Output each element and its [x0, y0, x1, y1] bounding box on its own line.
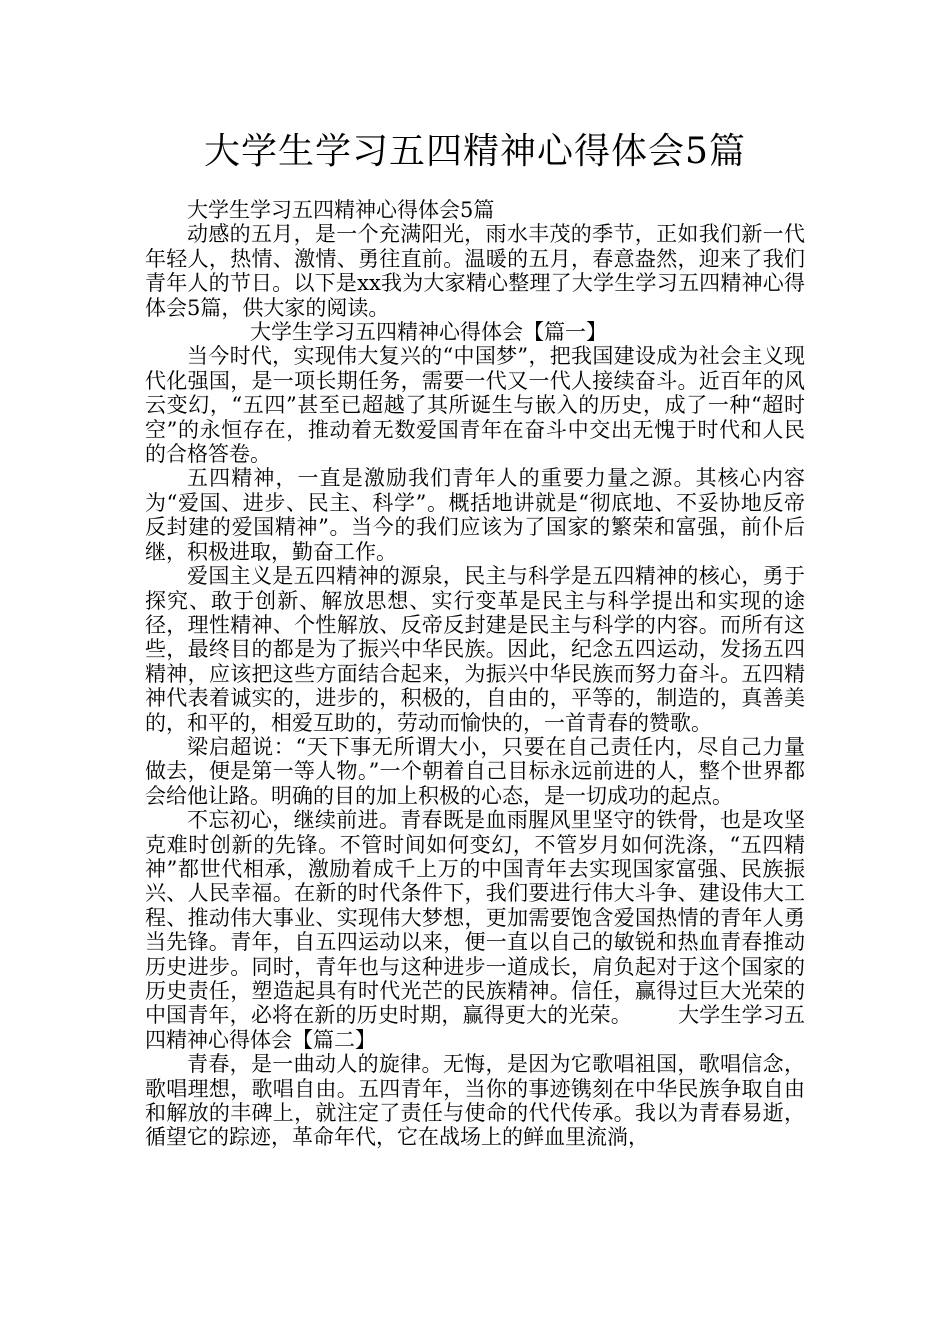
- paragraph-with-heading: [145, 808, 805, 1052]
- paragraph-text: 不忘初心，继续前进。青春既是血雨腥风里坚守的铁骨，也是攻坚克难时创新的先锋。不管时间如何变幻，不管岁月如何洗涤，“五四精神”都世代相承，激励着成千上万的中国青年去实现国家富强、民族振兴、人民幸福。在新的时代条件下，我们要进行伟大斗争、建设伟大工程、推动伟大事业、实现伟大梦想，更加需要饱含爱国热情的青年人勇当先锋。青年，自五四运动以来，便一直以自己的敏锐和热血青春推动历史进步。同时，青年也与这种进步一道成长，肩负起对于这个国家的历史责任，塑造起具有时代光芒的民族精神。信任，赢得过巨大光荣的中国青年，必将在新的历史时期，赢得更大的光荣。: [145, 808, 805, 1028]
- section-heading-2: 大学生学习五四精神心得体会【篇二】: [145, 1003, 805, 1052]
- paragraph: 梁启超说：“天下事无所谓大小，只要在自己责任内，尽自己力量做去，便是第一等人物。”一个朝着自己目标永远前进的人，整个世界都会给他让路。明确的目的加上积极的心态，是一切成功的起点。: [145, 734, 805, 808]
- paragraph: 当今时代，实现伟大复兴的“中国梦”，把我国建设成为社会主义现代化强国，是一项长期任务，需要一代又一代人接续奋斗。近百年的风云变幻，“五四”甚至已超越了其所诞生与嵌入的历史，成了一种“超时空”的永恒存在，推动着无数爱国青年在奋斗中交出无愧于时代和人民的合格答卷。: [145, 344, 805, 467]
- document-body: [145, 198, 805, 1150]
- document-title: 大学生学习五四精神心得体会5篇: [204, 131, 746, 172]
- intro-paragraph: 动感的五月，是一个充满阳光，雨水丰茂的季节，正如我们新一代年轻人，热情、激情、勇往直前。温暖的五月，春意盎然，迎来了我们青年人的节日。以下是xx我为大家精心整理了大学生学习五四精神心得体会5篇，供大家的阅读。: [145, 222, 805, 320]
- section-heading-1: 大学生学习五四精神心得体会【篇一】: [250, 320, 607, 345]
- paragraph: 爱国主义是五四精神的源泉，民主与科学是五四精神的核心，勇于探究、敢于创新、解放思想、实行变革是民主与科学提出和实现的途径，理性精神、个性解放、反帝反封建是民主与科学的内容。而所有这些，最终目的都是为了振兴中华民族。因此，纪念五四运动，发扬五四精神，应该把这些方面结合起来，为振兴中华民族而努力奋斗。五四精神代表着诚实的，进步的，积极的，自由的，平等的，制造的，真善美的，和平的，相爱互助的，劳动而愉快的，一首青春的赞歌。: [145, 564, 805, 735]
- paragraph: 五四精神，一直是激励我们青年人的重要力量之源。其核心内容为“爱国、进步、民主、科学”。概括地讲就是“彻底地、不妥协地反帝反封建的爱国精神”。当今的我们应该为了国家的繁荣和富强，前仆后继，积极进取，勤奋工作。: [145, 466, 805, 564]
- subtitle-line: 大学生学习五四精神心得体会5篇: [187, 198, 495, 222]
- paragraph: 青春，是一曲动人的旋律。无悔，是因为它歌唱祖国，歌唱信念，歌唱理想，歌唱自由。五四青年，当你的事迹镌刻在中华民族争取自由和解放的丰碑上，就注定了责任与使命的代代传承。我以为青春易逝，循望它的踪迹，革命年代，它在战场上的鲜血里流淌，: [145, 1052, 805, 1150]
